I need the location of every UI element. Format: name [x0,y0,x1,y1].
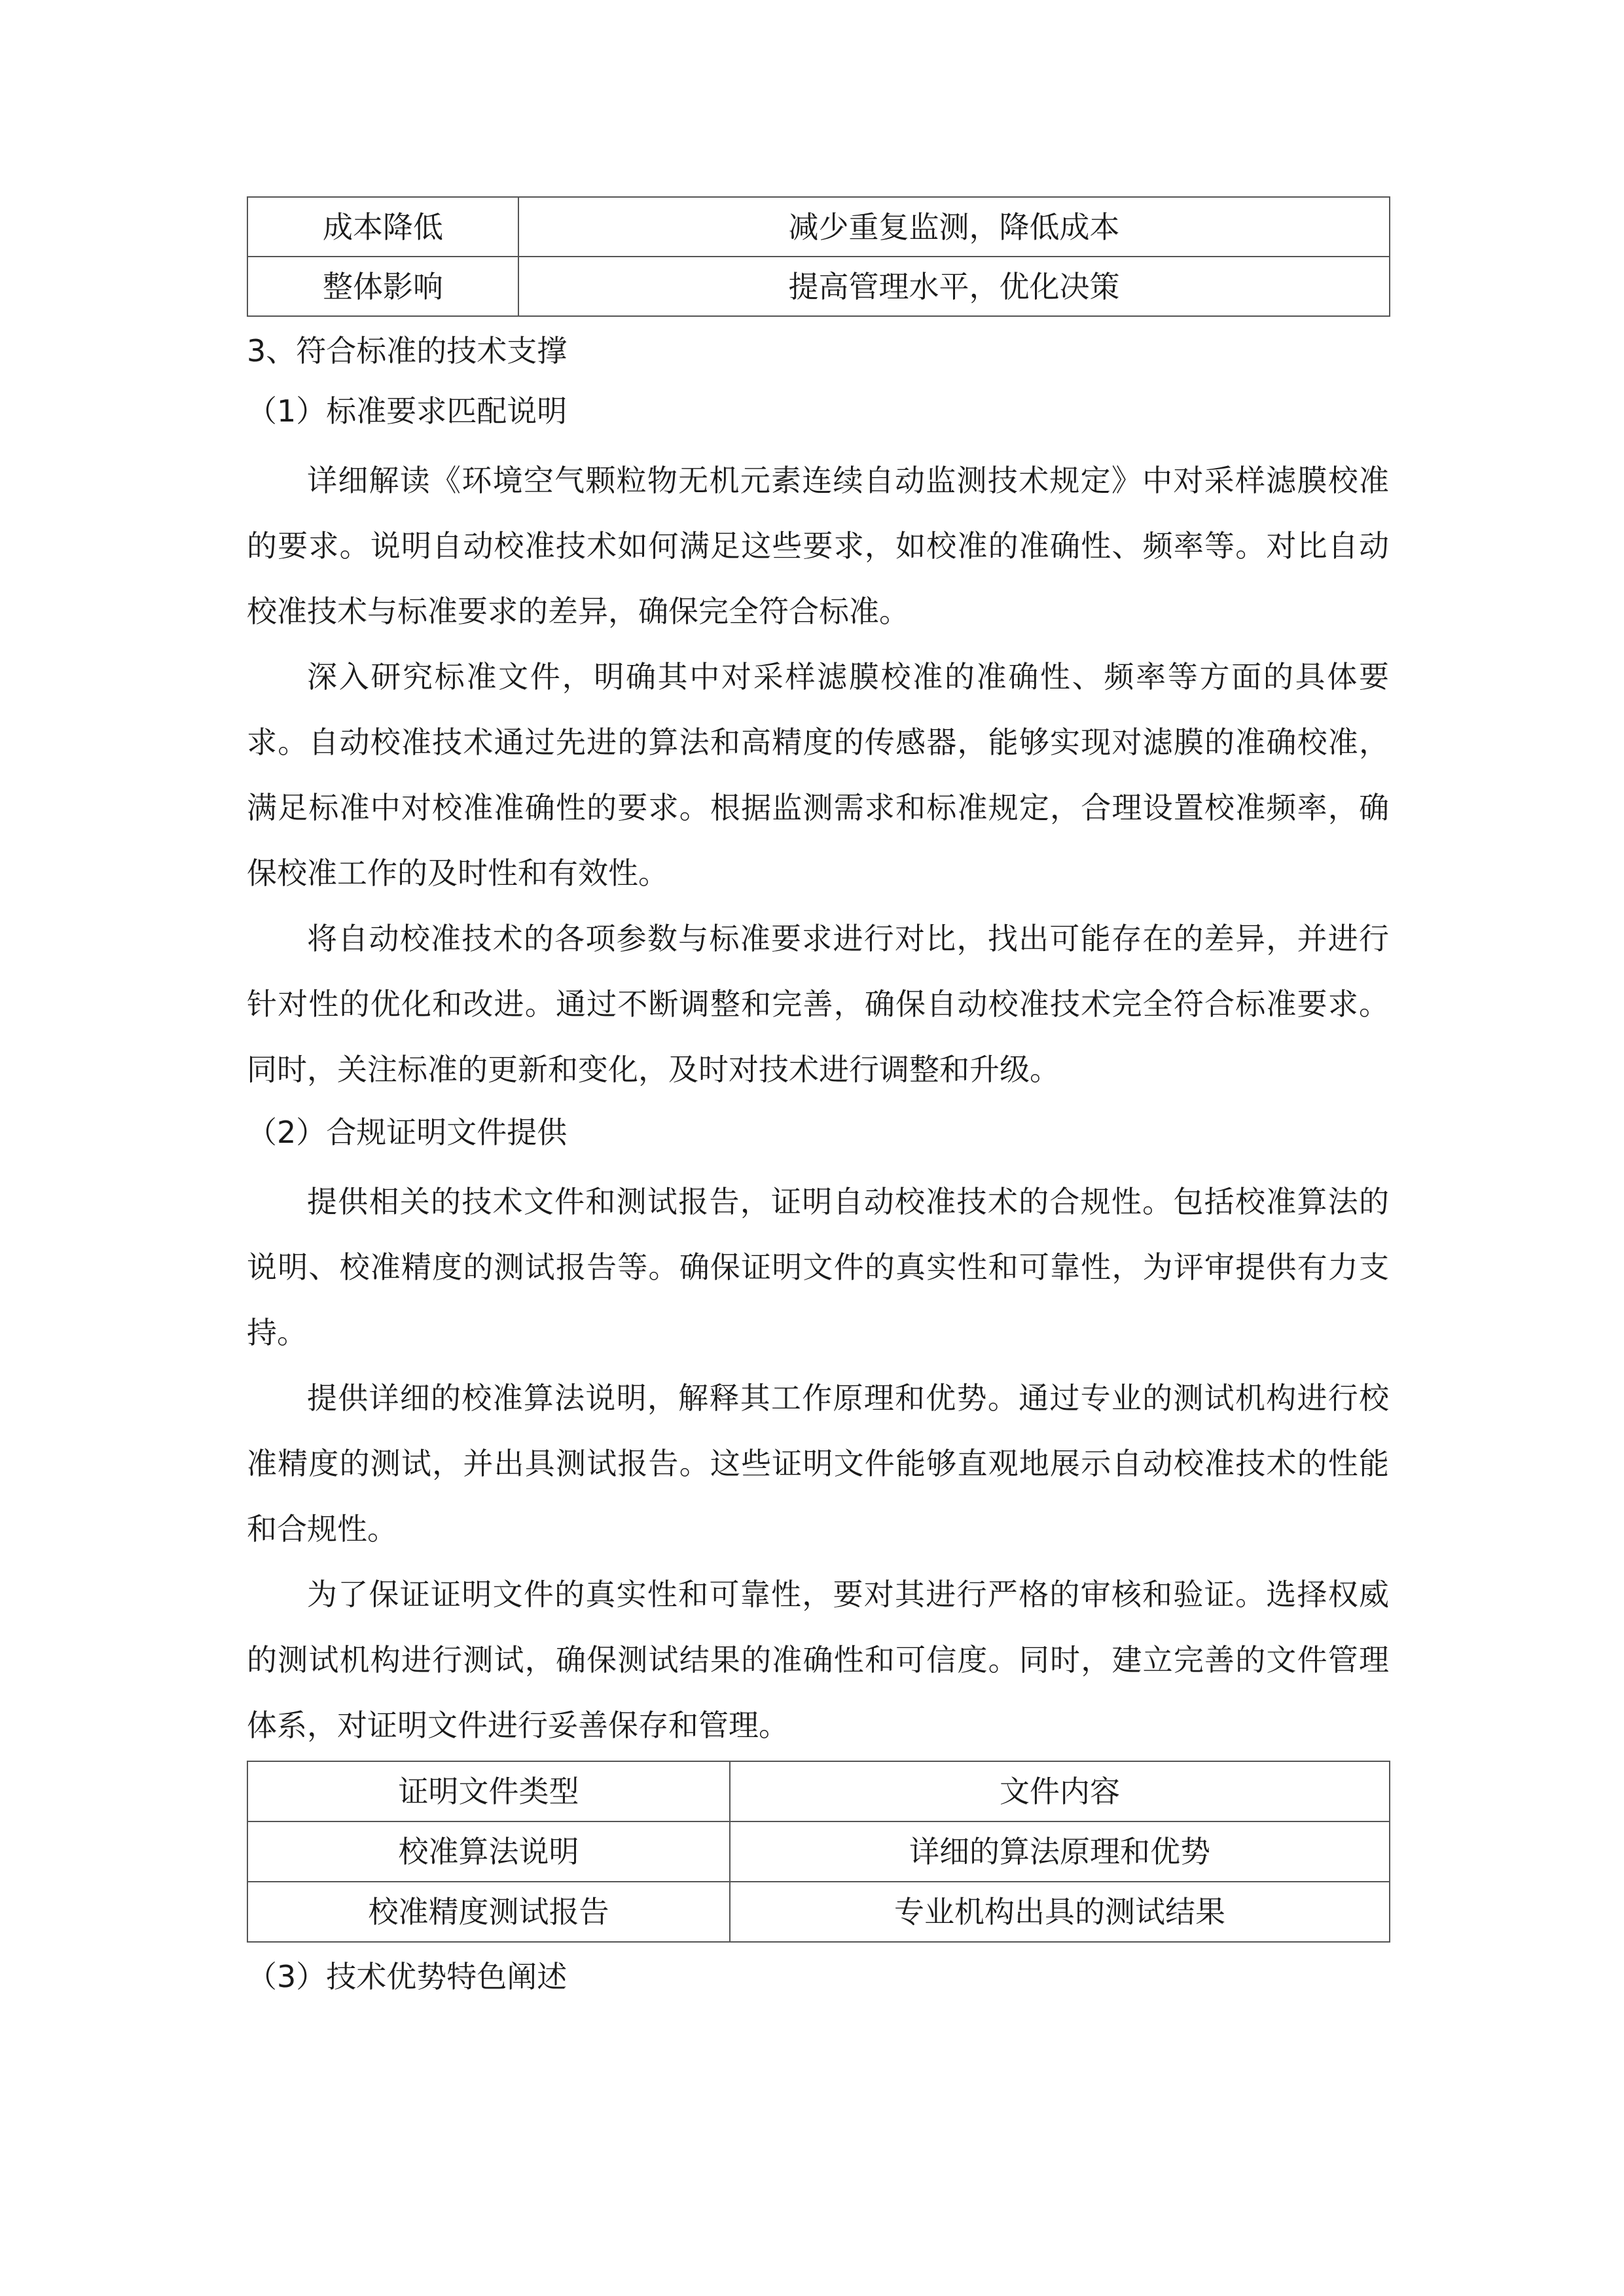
subsection-heading: （3）技术优势特色阐述 [247,1959,568,1994]
table-cell-label: 整体影响 [247,257,518,316]
benefit-table [247,196,1390,317]
table-cell-value: 减少重复监测，降低成本 [518,197,1390,257]
table-cell-value: 提高管理水平，优化决策 [518,257,1390,316]
paragraph: 提供相关的技术文件和测试报告，证明自动校准技术的合规性。包括校准算法的说明、校准精度的测试报告等。确保证明文件的真实性和可靠性，为评审提供有力支持。 [247,1184,1389,1350]
table-row [247,197,1390,257]
table-cell-type: 校准精度测试报告 [247,1882,730,1942]
table-cell-content: 专业机构出具的测试结果 [730,1882,1390,1942]
proof-documents-table [247,1761,1390,1943]
table-row [247,1882,1390,1942]
table-cell-label: 成本降低 [247,197,518,257]
table-cell-content: 详细的算法原理和优势 [730,1821,1390,1882]
column-header: 证明文件类型 [247,1761,730,1821]
table-cell-type: 校准算法说明 [247,1821,730,1882]
paragraph: 提供详细的校准算法说明，解释其工作原理和优势。通过专业的测试机构进行校准精度的测试，并出具测试报告。这些证明文件能够直观地展示自动校准技术的性能和合规性。 [247,1380,1389,1547]
paragraph: 将自动校准技术的各项参数与标准要求进行对比，找出可能存在的差异，并进行针对性的优化和改进。通过不断调整和完善，确保自动校准技术完全符合标准要求。同时，关注标准的更新和变化，及时对技术进行调整和升级。 [247,921,1389,1087]
table-row [247,257,1390,316]
paragraph-group [247,448,1389,1102]
table-header-row [247,1761,1390,1821]
table-row [247,1821,1390,1882]
paragraph: 深入研究标准文件，明确其中对采样滤膜校准的准确性、频率等方面的具体要求。自动校准技术通过先进的算法和高精度的传感器，能够实现对滤膜的准确校准，满足标准中对校准准确性的要求。根据监测需求和标准规定，合理设置校准频率，确保校准工作的及时性和有效性。 [247,659,1389,891]
subsection-heading: （1）标准要求匹配说明 [247,393,568,429]
paragraph-group [247,1169,1389,1758]
column-header: 文件内容 [730,1761,1390,1821]
paragraph: 为了保证证明文件的真实性和可靠性，要对其进行严格的审核和验证。选择权威的测试机构进行测试，确保测试结果的准确性和可信度。同时，建立完善的文件管理体系，对证明文件进行妥善保存和管理。 [247,1577,1389,1743]
document-page [247,196,1389,2007]
paragraph: 详细解读《环境空气颗粒物无机元素连续自动监测技术规定》中对采样滤膜校准的要求。说明自动校准技术如何满足这些要求，如校准的准确性、频率等。对比自动校准技术与标准要求的差异，确保完全符合标准。 [247,463,1389,629]
section-heading: 3、符合标准的技术支撑 [247,333,568,368]
subsection-heading: （2）合规证明文件提供 [247,1115,568,1150]
